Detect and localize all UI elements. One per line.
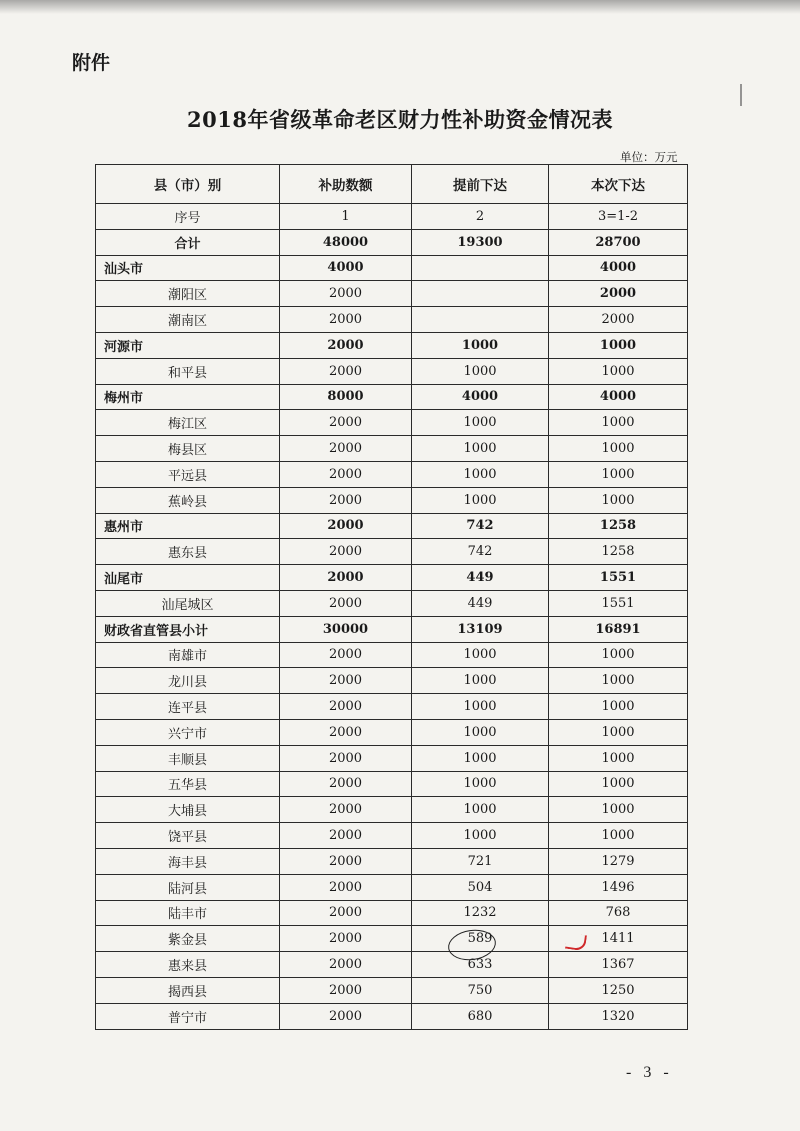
current-issued-cell: 1000 [549,410,688,436]
attachment-label: 附件 [72,52,111,74]
scan-mark [740,84,742,106]
city-row [96,255,688,281]
subsidy-amount-cell: 2000 [280,952,412,978]
county-row [96,771,688,797]
current-issued-cell: 2000 [549,307,688,333]
advance-issued-cell: 1000 [412,797,549,823]
region-name-cell: 紫金县 [96,926,280,952]
region-name-cell: 丰顺县 [96,745,280,771]
subsidy-amount-cell: 2000 [280,668,412,694]
advance-issued-cell: 1000 [412,358,549,384]
advance-issued-cell: 589 [412,926,549,952]
subsidy-amount-cell: 2000 [280,461,412,487]
region-name-cell: 汕尾市 [96,565,280,591]
subsidy-amount-cell: 2000 [280,694,412,720]
county-row [96,461,688,487]
index-label: 序号 [96,204,280,230]
county-row [96,848,688,874]
total-label: 合计 [96,229,280,255]
subsidy-amount-cell: 2000 [280,771,412,797]
header-region: 县（市）别 [96,165,280,204]
subsidy-amount-cell: 2000 [280,307,412,333]
subsidy-amount-cell: 2000 [280,823,412,849]
region-name-cell: 梅州市 [96,384,280,410]
region-name-cell: 平远县 [96,461,280,487]
city-row [96,513,688,539]
subsidy-amount-cell: 2000 [280,332,412,358]
region-name-cell: 潮阳区 [96,281,280,307]
county-row [96,823,688,849]
advance-issued-cell: 449 [412,590,549,616]
county-row [96,1003,688,1029]
advance-issued-cell: 4000 [412,384,549,410]
city-row [96,332,688,358]
subsidy-amount-cell: 2000 [280,926,412,952]
county-row [96,642,688,668]
subsidy-amount-cell: 2000 [280,745,412,771]
current-issued-cell: 1000 [549,487,688,513]
advance-issued-cell: 633 [412,952,549,978]
current-issued-cell: 1000 [549,771,688,797]
region-name-cell: 兴宁市 [96,719,280,745]
current-issued-cell: 1000 [549,332,688,358]
total-advance: 19300 [412,229,549,255]
county-row [96,797,688,823]
county-row [96,281,688,307]
subsidy-amount-cell: 2000 [280,436,412,462]
advance-issued-cell: 1000 [412,436,549,462]
subsidy-amount-cell: 2000 [280,719,412,745]
current-issued-cell: 1000 [549,461,688,487]
current-issued-cell: 1000 [549,358,688,384]
county-row [96,874,688,900]
county-row [96,745,688,771]
index-col-3: 3=1-2 [549,204,688,230]
advance-issued-cell: 742 [412,539,549,565]
subsidy-amount-cell: 4000 [280,255,412,281]
advance-issued-cell: 1000 [412,771,549,797]
county-row [96,719,688,745]
advance-issued-cell: 1000 [412,719,549,745]
subsidy-amount-cell: 2000 [280,874,412,900]
current-issued-cell: 1367 [549,952,688,978]
current-issued-cell: 1551 [549,590,688,616]
advance-issued-cell: 680 [412,1003,549,1029]
county-row [96,590,688,616]
grant-table [95,164,688,1030]
current-issued-cell: 768 [549,900,688,926]
subsidy-amount-cell: 2000 [280,410,412,436]
document-title: 2018年省级革命老区财力性补助资金情况表 [187,107,613,132]
index-col-1: 1 [280,204,412,230]
header-row [96,165,688,204]
subsidy-amount-cell: 8000 [280,384,412,410]
region-name-cell: 惠东县 [96,539,280,565]
current-issued-cell: 1000 [549,745,688,771]
county-row [96,926,688,952]
subsidy-amount-cell: 2000 [280,848,412,874]
advance-issued-cell: 1232 [412,900,549,926]
region-name-cell: 和平县 [96,358,280,384]
current-issued-cell: 16891 [549,616,688,642]
region-name-cell: 五华县 [96,771,280,797]
subsidy-amount-cell: 2000 [280,1003,412,1029]
region-name-cell: 揭西县 [96,977,280,1003]
advance-issued-cell [412,281,549,307]
header-subsidy-amount: 补助数额 [280,165,412,204]
unit-label: 单位：万元 [620,150,678,164]
county-row [96,358,688,384]
advance-issued-cell [412,255,549,281]
subsidy-amount-cell: 2000 [280,797,412,823]
county-row [96,668,688,694]
region-name-cell: 普宁市 [96,1003,280,1029]
current-issued-cell: 1279 [549,848,688,874]
region-name-cell: 汕头市 [96,255,280,281]
subsidy-amount-cell: 2000 [280,487,412,513]
region-name-cell: 财政省直管县小计 [96,616,280,642]
region-name-cell: 海丰县 [96,848,280,874]
current-issued-cell: 1000 [549,797,688,823]
total-row [96,229,688,255]
advance-issued-cell: 1000 [412,332,549,358]
current-issued-cell: 4000 [549,384,688,410]
region-name-cell: 惠州市 [96,513,280,539]
advance-issued-cell: 1000 [412,410,549,436]
region-name-cell: 梅县区 [96,436,280,462]
current-issued-cell: 1411 [549,926,688,952]
city-row [96,384,688,410]
region-name-cell: 龙川县 [96,668,280,694]
current-issued-cell: 1000 [549,668,688,694]
advance-issued-cell: 1000 [412,745,549,771]
header-advance-issued: 提前下达 [412,165,549,204]
region-name-cell: 陆丰市 [96,900,280,926]
subsidy-amount-cell: 2000 [280,565,412,591]
current-issued-cell: 4000 [549,255,688,281]
subsidy-amount-cell: 2000 [280,281,412,307]
advance-issued-cell: 1000 [412,461,549,487]
current-issued-cell: 1258 [549,539,688,565]
subsidy-amount-cell: 30000 [280,616,412,642]
county-row [96,410,688,436]
page-number: - 3 - [626,1064,673,1081]
advance-issued-cell: 742 [412,513,549,539]
region-name-cell: 饶平县 [96,823,280,849]
advance-issued-cell: 1000 [412,642,549,668]
current-issued-cell: 1000 [549,823,688,849]
advance-issued-cell: 13109 [412,616,549,642]
region-name-cell: 惠来县 [96,952,280,978]
region-name-cell: 河源市 [96,332,280,358]
current-issued-cell: 1496 [549,874,688,900]
subsidy-amount-cell: 2000 [280,900,412,926]
region-name-cell: 连平县 [96,694,280,720]
county-row [96,694,688,720]
county-row [96,487,688,513]
county-row [96,952,688,978]
current-issued-cell: 1000 [549,436,688,462]
current-issued-cell: 1551 [549,565,688,591]
region-name-cell: 汕尾城区 [96,590,280,616]
subsidy-amount-cell: 2000 [280,513,412,539]
advance-issued-cell: 1000 [412,668,549,694]
advance-issued-cell: 1000 [412,823,549,849]
current-issued-cell: 1320 [549,1003,688,1029]
city-row [96,565,688,591]
advance-issued-cell: 1000 [412,694,549,720]
advance-issued-cell: 449 [412,565,549,591]
header-current-issued: 本次下达 [549,165,688,204]
city-row [96,616,688,642]
total-current: 28700 [549,229,688,255]
subsidy-amount-cell: 2000 [280,539,412,565]
current-issued-cell: 1250 [549,977,688,1003]
subsidy-amount-cell: 2000 [280,590,412,616]
advance-issued-cell: 504 [412,874,549,900]
advance-issued-cell [412,307,549,333]
current-issued-cell: 1258 [549,513,688,539]
subsidy-amount-cell: 2000 [280,642,412,668]
advance-issued-cell: 1000 [412,487,549,513]
current-issued-cell: 2000 [549,281,688,307]
county-row [96,436,688,462]
county-row [96,307,688,333]
region-name-cell: 潮南区 [96,307,280,333]
current-issued-cell: 1000 [549,719,688,745]
region-name-cell: 大埔县 [96,797,280,823]
county-row [96,539,688,565]
advance-issued-cell: 721 [412,848,549,874]
current-issued-cell: 1000 [549,642,688,668]
current-issued-cell: 1000 [549,694,688,720]
scan-edge-shadow [0,0,800,14]
subsidy-amount-cell: 2000 [280,358,412,384]
region-name-cell: 蕉岭县 [96,487,280,513]
county-row [96,900,688,926]
index-row [96,204,688,230]
region-name-cell: 陆河县 [96,874,280,900]
region-name-cell: 南雄市 [96,642,280,668]
index-col-2: 2 [412,204,549,230]
county-row [96,977,688,1003]
region-name-cell: 梅江区 [96,410,280,436]
subsidy-amount-cell: 2000 [280,977,412,1003]
advance-issued-cell: 750 [412,977,549,1003]
total-subsidy: 48000 [280,229,412,255]
